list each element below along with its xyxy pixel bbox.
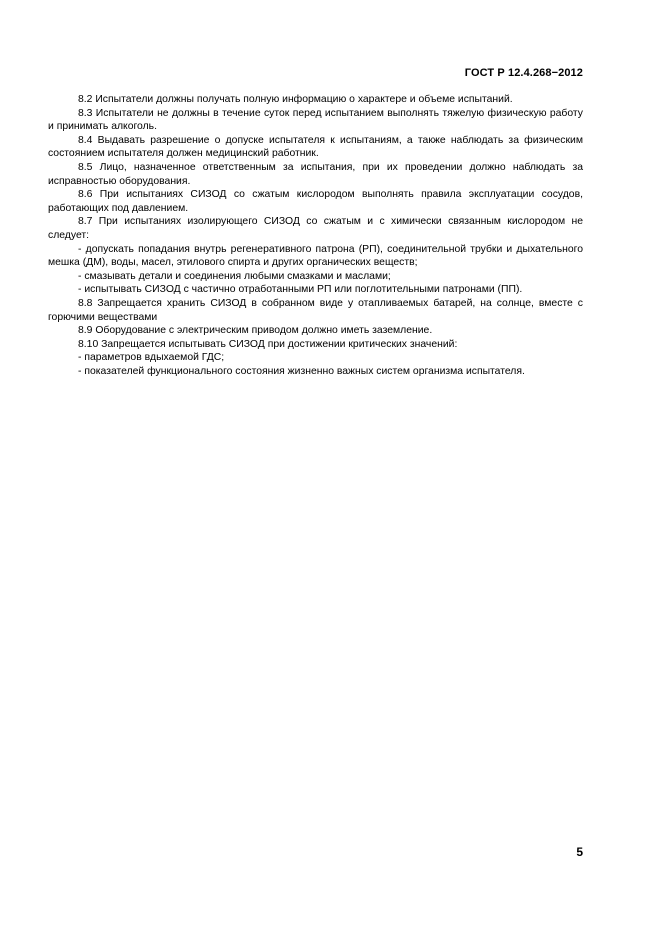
document-body bbox=[48, 93, 583, 378]
paragraph-8-7: 8.7 При испытаниях изолирующего СИЗОД со сжатым и с химически связанным кислородом не следует: bbox=[48, 216, 583, 241]
paragraph-8-6: 8.6 При испытаниях СИЗОД со сжатым кислородом выполнять правила эксплуатации сосудов, работающих под давлением. bbox=[48, 189, 583, 214]
paragraph-8-8: 8.8 Запрещается хранить СИЗОД в собранном виде у отапливаемых батарей, на солнце, вместе с горючими веществами bbox=[48, 297, 583, 323]
paragraph-8-5: 8.5 Лицо, назначенное ответственным за испытания, при их проведении должно наблюдать за исправностью оборудования. bbox=[48, 161, 583, 187]
list-item-8-10-1: - параметров вдыхаемой ГДС; bbox=[78, 352, 225, 364]
paragraph-8-4: 8.4 Выдавать разрешение о допуске испытателя к испытаниям, а также наблюдать за физическим состоянием испытателя должен медицинский работник. bbox=[48, 134, 583, 160]
list-item-8-7-2: - смазывать детали и соединения любыми смазками и маслами; bbox=[78, 270, 391, 282]
standard-number: ГОСТ Р 12.4.268−2012 bbox=[464, 67, 583, 79]
list-item-8-10-2: - показателей функционального состояния жизненно важных систем организма испытателя. bbox=[78, 365, 525, 377]
document-header bbox=[465, 67, 583, 79]
list-item-8-7-1: - допускать попадания внутрь регенеративного патрона (РП), соединительной трубки и дыхательного мешка (ДМ), воды, масел, этилового спирта и других органических веществ; bbox=[48, 243, 583, 269]
list-item-8-7-3: - испытывать СИЗОД с частично отработанными РП или поглотительными патронами (ПП). bbox=[78, 284, 523, 296]
page-number: 5 bbox=[576, 845, 583, 859]
paragraph-8-9: 8.9 Оборудование с электрическим приводом должно иметь заземление. bbox=[78, 325, 433, 337]
paragraph-8-10: 8.10 Запрещается испытывать СИЗОД при достижении критических значений: bbox=[78, 338, 458, 350]
paragraph-8-2: 8.2 Испытатели должны получать полную информацию о характере и объеме испытаний. bbox=[78, 94, 513, 105]
paragraph-8-3: 8.3 Испытатели не должны в течение суток перед испытанием выполнять тяжелую физическую работу и принимать алкоголь. bbox=[48, 107, 583, 133]
